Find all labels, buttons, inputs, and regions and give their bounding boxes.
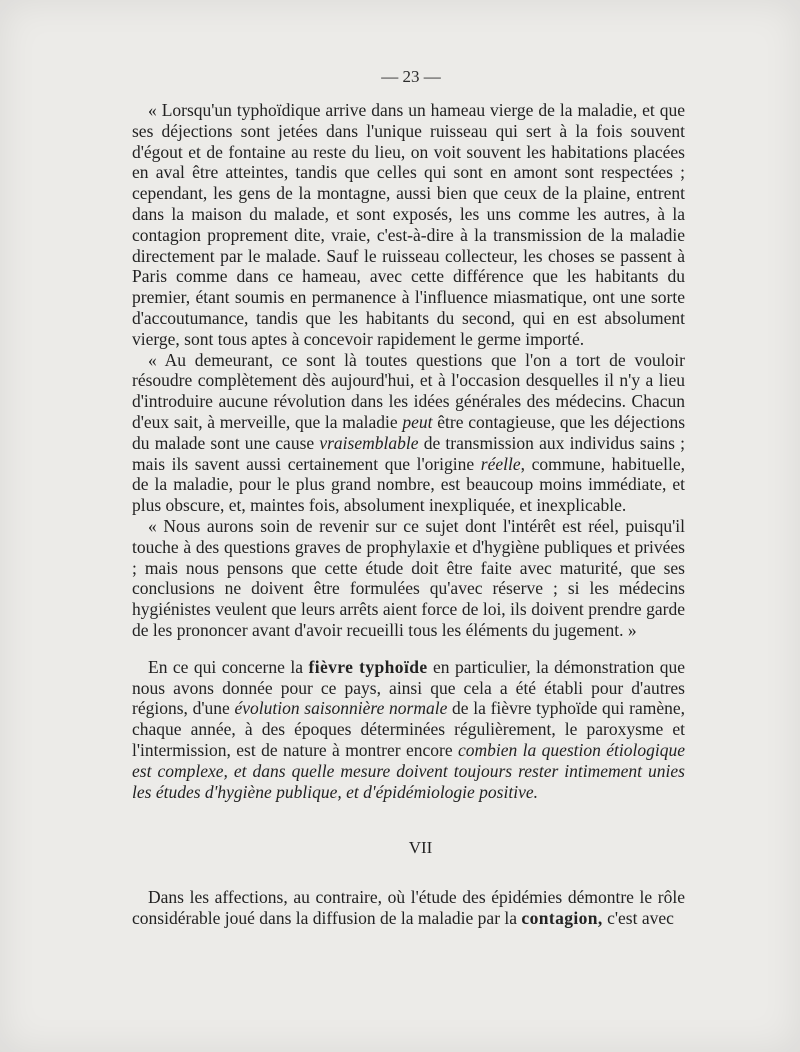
- paragraph-contagion: Dans les affections, au contraire, où l'étude des épidémies démontre le rôle considérable joué dans la diffusion de la maladie par la contagion, c'est avec: [132, 887, 685, 928]
- emphasis-evolution: évolution saisonnière normale: [234, 698, 448, 719]
- section-heading: VII: [408, 838, 433, 858]
- paragraph-quote-2: « Au demeurant, ce sont là toutes questions que l'on a tort de vouloir résoudre complètement dès aujourd'hui, et à l'occasion desquelles il n'y a lieu d'introduire aucune révolution dans les idées générales des médecins. Chacun d'eux sait, à merveille, que la maladie peut être contagieuse, que les déjections du malade sont une cause vraisemblable de transmission aux individus sains ; mais ils savent aussi certainement que l'origine réelle, commune, habituelle, de la maladie, pour le plus grand nombre, est beaucoup moins immédiate, et plus obscure, et, maintes fois, absolument inexpliquée, et inexplicable.: [132, 349, 686, 516]
- emphasis-peut: peut: [402, 411, 433, 432]
- emphasis-etiologique: combien la question étiologique est complexe, et dans quelle mesure doivent toujours rester intimement unies les études d'hygiène publique, et d'épidémiologie positive.: [132, 739, 685, 802]
- bold-contagion: contagion,: [521, 907, 603, 928]
- paragraph-quote-3: « Nous aurons soin de revenir sur ce sujet dont l'intérêt est réel, puisqu'il touche à des questions graves de prophylaxie et d'hygiène publiques et privées ; mais nous pensons que cette étude doit être faite avec maturité, que ses conclusions ne doivent être formulées qu'avec réserve ; si les médecins hygiénistes veulent que leurs arrêts aient force de loi, ils doivent prendre garde de les prononcer avant d'avoir recueilli tous les éléments du jugement. »: [132, 515, 685, 640]
- bold-fievre-typhoide: fièvre typhoïde: [308, 656, 428, 677]
- page-number: — 23 —: [381, 67, 441, 86]
- emphasis-reelle: réelle: [480, 453, 521, 474]
- emphasis-vraisemblable: vraisemblable: [319, 432, 419, 453]
- paragraph-typhoid: En ce qui concerne la fièvre typhoïde en particulier, la démonstration que nous avons donnée pour ce pays, ainsi que cela a été établi pour d'autres régions, d'une évolution saisonnière normale de la fièvre typhoïde qui ramène, chaque année, à des époques déterminées régulièrement, le paroxysme et l'intermission, est de nature à montrer encore combien la question étiologique est complexe, et dans quelle mesure doivent toujours rester intimement unies les études d'hygiène publique, et d'épidémiologie positive.: [132, 656, 685, 802]
- body-text: [132, 100, 685, 929]
- paragraph-quote-1: « Lorsqu'un typhoïdique arrive dans un hameau vierge de la maladie, et que ses déjections sont jetées dans l'unique ruisseau qui sert à la fois souvent d'égout et de fontaine au reste du lieu, on voit souvent les habitations placées en aval être atteintes, tandis que celles qui sont en amont sont respectées ; cependant, les gens de la montagne, aussi bien que ceux de la plaine, entrent dans la maison du malade, et sont exposés, les uns comme les autres, à la contagion proprement dite, vraie, c'est-à-dire à la transmission de la maladie directement par le malade. Sauf le ruisseau collecteur, les choses se passent à Paris comme dans ce hameau, avec cette différence que les habitants du premier, étant soumis en permanence à l'influence miasmatique, ont une sorte d'accoutumance, tandis que les habitants du second, qui en est absolument vierge, sont tous aptes à concevoir rapidement le germe importé.: [132, 100, 685, 349]
